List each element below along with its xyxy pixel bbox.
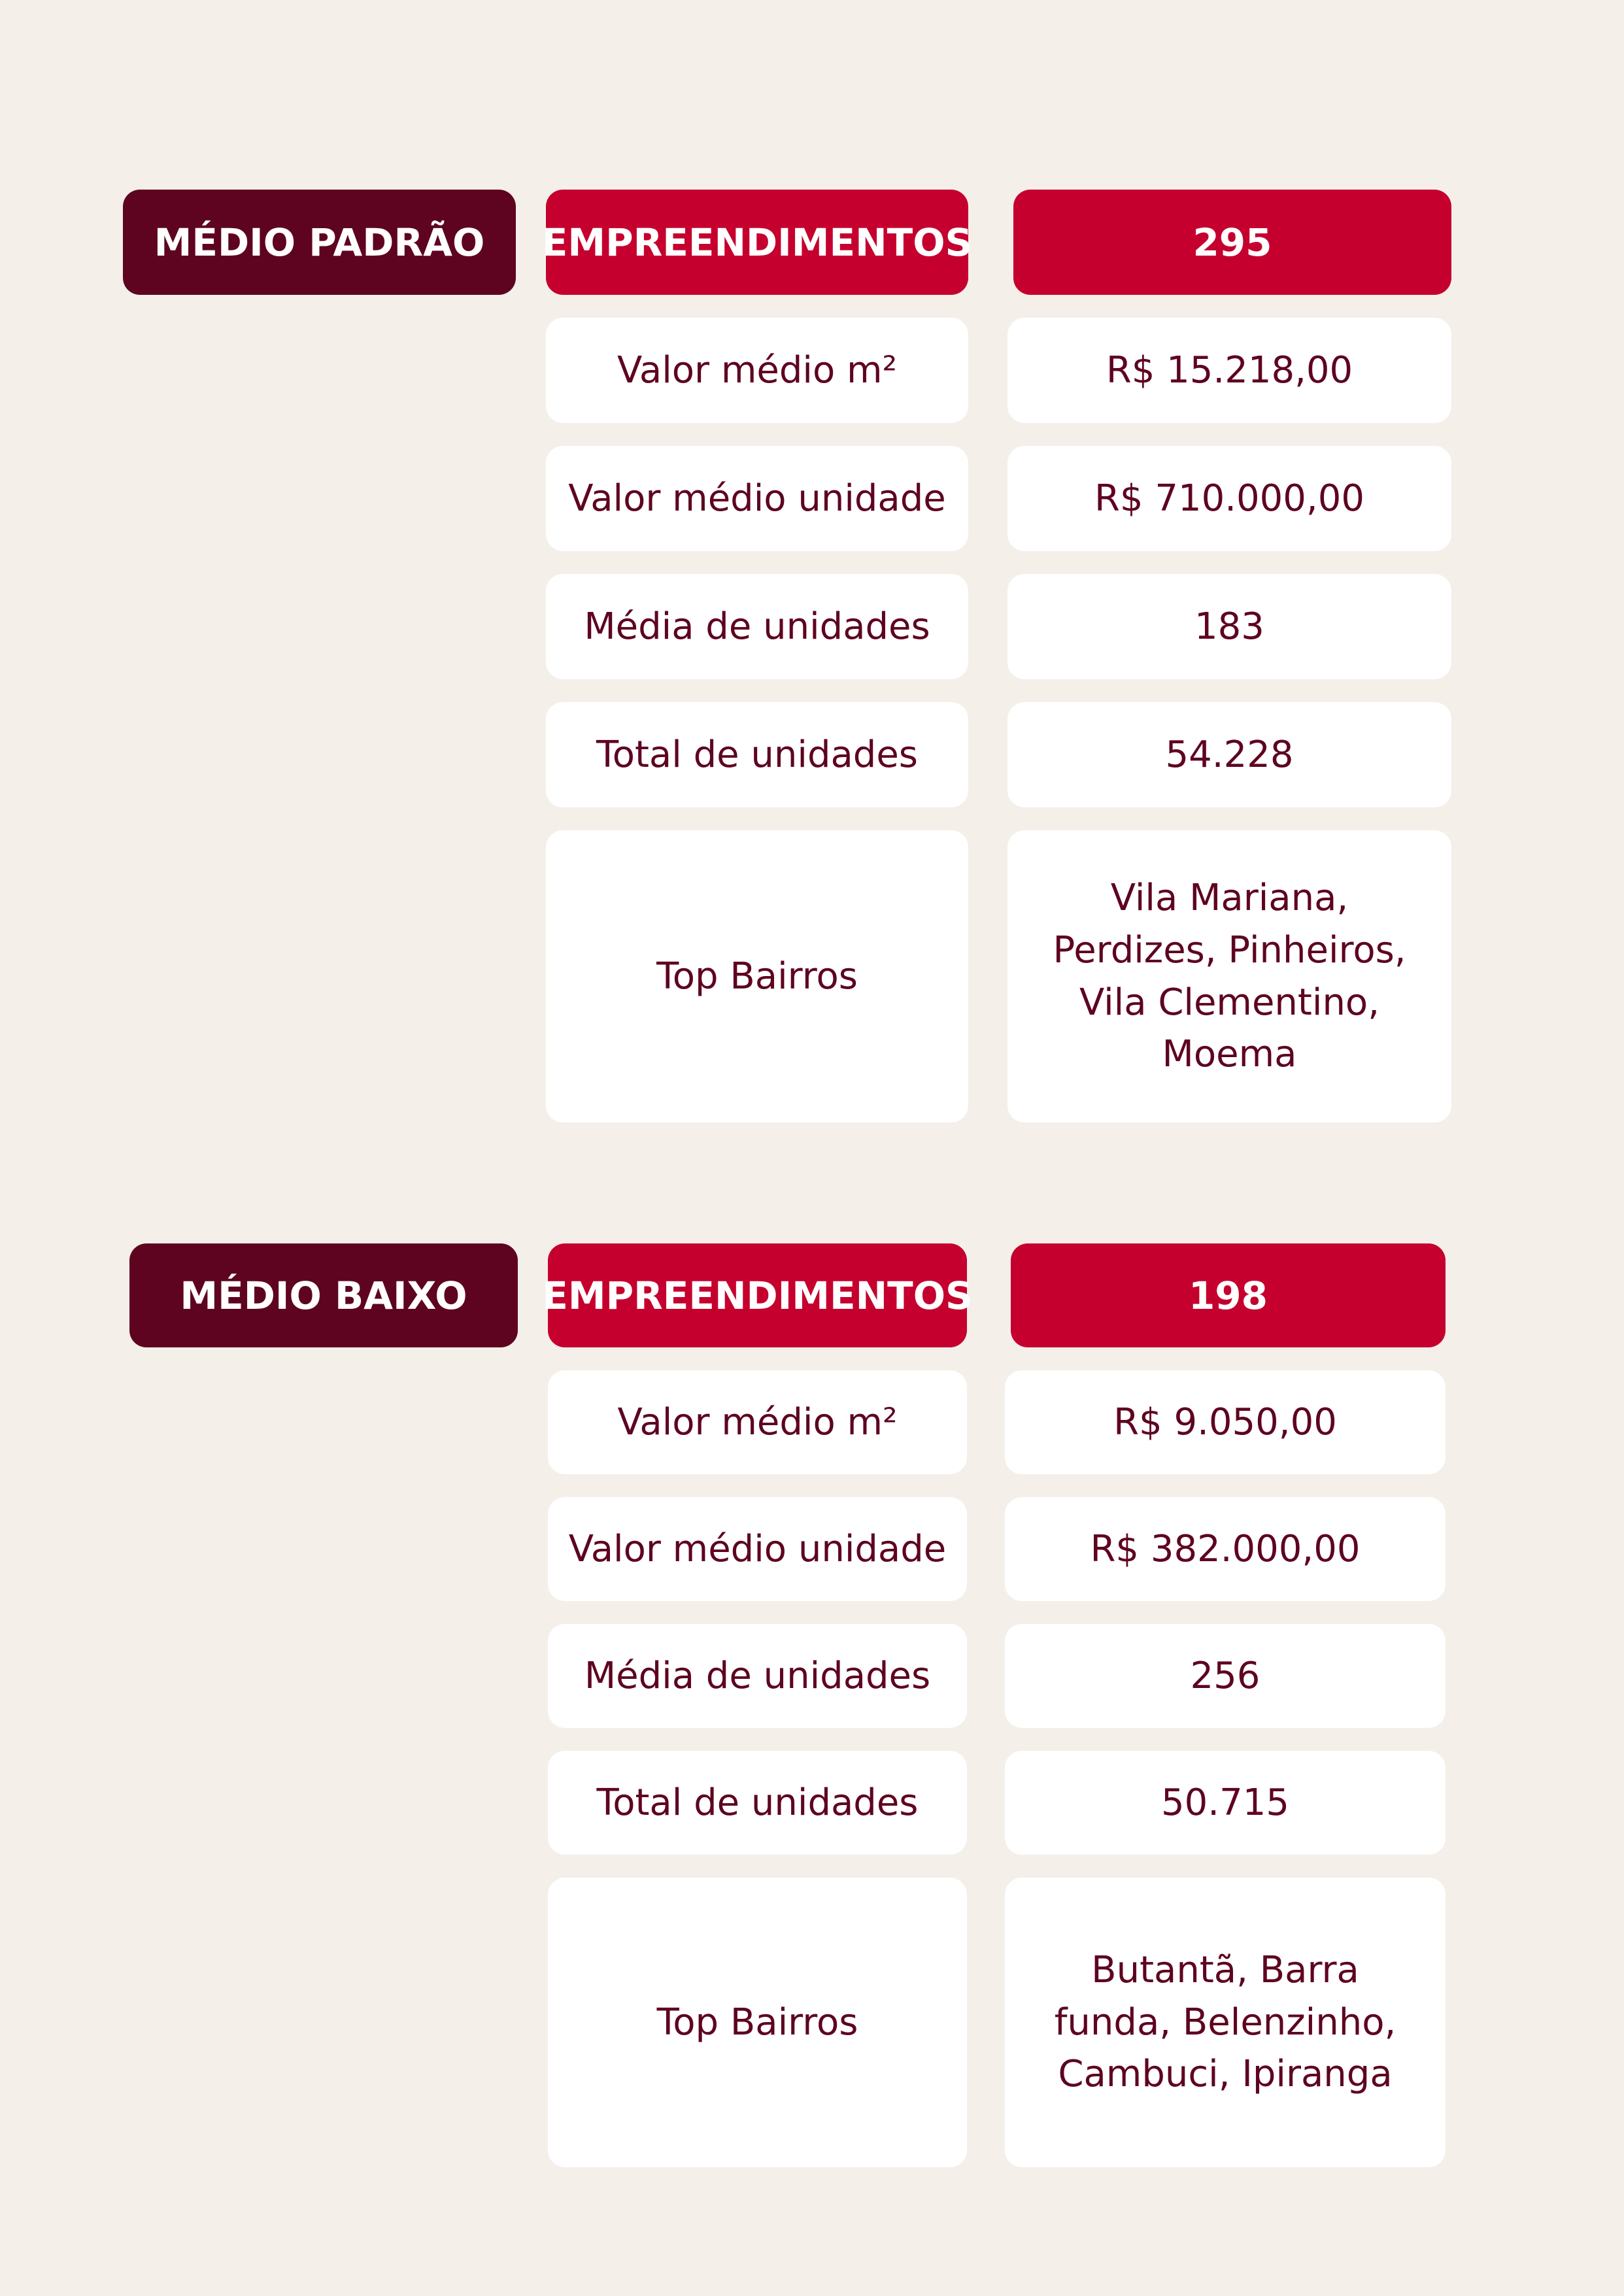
- row-value-top-bairros: Vila Mariana, Perdizes, Pinheiros, Vila Clementino, Moema: [1007, 830, 1451, 1123]
- category-badge: MÉDIO BAIXO: [129, 1243, 518, 1347]
- row-label: Média de unidades: [548, 1624, 967, 1728]
- row-label: Média de unidades: [546, 574, 968, 679]
- row-value: R$ 382.000,00: [1005, 1497, 1446, 1601]
- row-value: R$ 9.050,00: [1005, 1370, 1446, 1474]
- header-value-empreendimentos: 295: [1013, 190, 1451, 295]
- row-value-top-bairros: Butantã, Barra funda, Belenzinho, Cambuci, Ipiranga: [1005, 1878, 1446, 2167]
- row-value: 50.715: [1005, 1751, 1446, 1855]
- row-label: Valor médio unidade: [548, 1497, 967, 1601]
- row-label-top-bairros: Top Bairros: [546, 830, 968, 1123]
- row-value: R$ 710.000,00: [1007, 446, 1451, 551]
- row-label: Total de unidades: [548, 1751, 967, 1855]
- row-value: 256: [1005, 1624, 1446, 1728]
- row-label-top-bairros: Top Bairros: [548, 1878, 967, 2167]
- category-badge: MÉDIO PADRÃO: [123, 190, 516, 295]
- header-value-empreendimentos: 198: [1011, 1243, 1446, 1347]
- row-label: Valor médio m²: [546, 318, 968, 423]
- row-value: 183: [1007, 574, 1451, 679]
- row-value: 54.228: [1007, 702, 1451, 807]
- header-label-empreendimentos: EMPREENDIMENTOS: [548, 1243, 967, 1347]
- header-label-empreendimentos: EMPREENDIMENTOS: [546, 190, 968, 295]
- row-label: Total de unidades: [546, 702, 968, 807]
- row-label: Valor médio m²: [548, 1370, 967, 1474]
- row-value: R$ 15.218,00: [1007, 318, 1451, 423]
- row-label: Valor médio unidade: [546, 446, 968, 551]
